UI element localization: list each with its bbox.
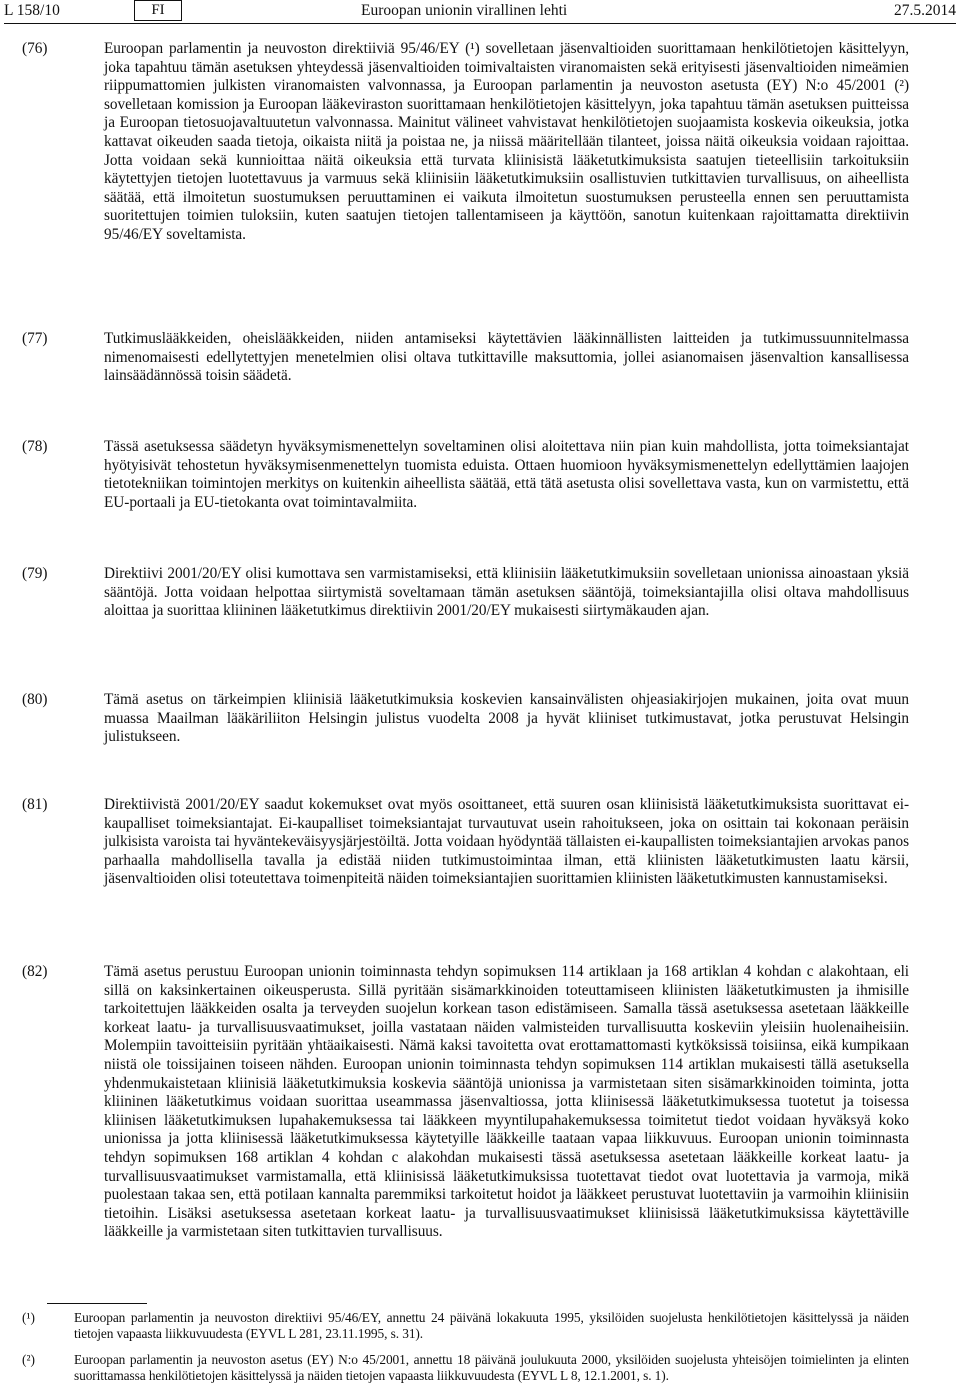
footnote-text: Euroopan parlamentin ja neuvoston asetus (EY) N:o 45/2001, annettu 18 päivänä joulukuuta 2000, yksilöiden suojelusta yhteisöjen toimielinten ja elinten suorittamassa henkilötietojen käsittelyssä ja näiden tietojen vapaasta liikkuvuudesta (EYVL L 8, 12.1.2001, s. 1). — [74, 1352, 909, 1384]
recital-text: Euroopan parlamentin ja neuvoston direktiiviä 95/46/EY (¹) sovelletaan jäsenvaltioiden suorittamaan henkilötietojen käsittelyyn, joka tapahtuu tämän asetuksen yhteydessä jäsenvaltioiden toimivaltaisten viranomaisten sekä erityisesti jäsenvaltioiden nimeämien riippumattomien julkisten viranomaisten valvonnassa, ja Euroopan parlamentin ja neuvoston asetusta (EY) N:o 45/2001 (²) sovelletaan komission ja Euroopan lääkeviraston suorittamaan henkilötietojen käsittelyyn, joka tapahtuu tämän asetuksen puitteissa ja Euroopan tietosuojavaltuutetun valvonnassa. Mainitut välineet vahvistavat henkilötietojen suojaamista koskevia oikeuksia, jotka kattavat oikeuden saada tietoja, oikaista niitä ja poistaa ne, ja niissä määritellään tilanteet, joissa näitä oikeuksia voidaan rajoittaa. Jotta voidaan sekä kunnioittaa näitä oikeuksia että turvata kliinisistä lääketutkimuksista saatujen tieteellisiin tarkoituksiin käytettyjen tietojen luotettavuus ja varmuus sekä kliinisiin lääketutkimuksiin osallistuvien tutkittavien turvallisuus, on aiheellista säätää, että ilmoitetun suostumuksen peruuttaminen ei vaikuta ilmoitetun suostumuksen perusteella ennen sen peruuttamista suoritettujen toimien tuloksiin, kuten saatujen tietojen tallentamiseen ja käyttöön, sanotun kuitenkaan rajoittamatta direktiivin 95/46/EY soveltamista. — [104, 40, 909, 243]
footnote-number: (¹) — [22, 1310, 35, 1325]
recital-number: (78) — [22, 438, 48, 455]
header-divider — [4, 23, 956, 24]
recital-text: Tutkimuslääkkeiden, oheislääkkeiden, niiden antamiseksi käytettävien lääkinnällisten laitteiden ja tutkimussuunnitelmassa nimenomaisesti edellytettyjen menetelmien olisi oltava tutkittaville maksuttomia, jollei asianomaisen jäsenvaltion kansallisessa lainsäädännössä toisin säädetä. — [104, 330, 909, 385]
publication-date: 27.5.2014 — [894, 2, 956, 19]
footnote-number: (²) — [22, 1352, 35, 1367]
recital-number: (79) — [22, 565, 48, 582]
footnote-divider — [47, 1303, 147, 1304]
recital-text: Tämä asetus on tärkeimpien kliinisiä lääketutkimuksia koskevien kansainvälisten ohjeasiakirjojen mukainen, joita ovat muun muassa Maailman lääkäriliiton Helsingin julistus vuodelta 2008 ja hyvät kliiniset tutkimustavat, jotka perustuvat Helsingin julistukseen. — [104, 691, 909, 746]
journal-title: Euroopan unionin virallinen lehti — [361, 2, 568, 19]
page-reference: L 158/10 — [4, 2, 60, 19]
recital-number: (82) — [22, 963, 48, 980]
recital-text: Tämä asetus perustuu Euroopan unionin toiminnasta tehdyn sopimuksen 114 artiklaan ja 168 artiklan 4 kohdan c alakohtaan, eli sillä on kaksinkertainen oikeusperusta. Sillä pyritään sisämarkkinoiden toteuttamiseen kliinisten lääketutkimusten ja ihmisille tarkoitettujen lääkkeiden osalta ja terveyden suojelun korkean tason edistämiseen. Samalla tässä asetuksessa asetetaan lääkkeille korkeat laatu- ja turvallisuusvaatimukset, joilla vastataan näiden valmisteiden turvallisuutta koskeviin yleisiin huolenaiheisiin. Molempiin tavoitteisiin pyritään yhtäaikaisesti. Nämä kaksi tavoitetta ovat erottamattomasti kytköksissä toisiinsa, eikä kumpikaan niistä ole toissijainen toiseen nähden. Euroopan unionin toiminnasta tehdyn sopimuksen 114 artiklan mukaisesti tällä asetuksella yhdenmukaistetaan kliinisiä lääketutkimuksia koskevia sääntöjä unionissa ja varmistetaan siten sisämarkkinoiden toiminta, jotta kliininen lääketutkimus voidaan suorittaa useammassa jäsenvaltiossa, jotta kliinisessä lääketutkimuksessa tuotetut ja toisessa kliinisen lääketutkimuksen lupahakemuksessa tai lääkkeen myyntilupahakemuksessa toimitetut tiedot voidaan hyväksyä koko unionissa ja jotta kliinisessä lääketutkimuksessa käytetyille lääkkeille taataan vapaa liikkuvuus. Euroopan unionin toiminnasta tehdyn sopimuksen 168 artiklan 4 kohdan c alakohdan mukaisesti tässä asetuksessa asetetaan lääkkeille korkeat laatu- ja turvallisuusvaatimukset varmistamalla, että kliinisissä lääketutkimuksissa tuotettavat tiedot ovat luotettavia ja varmoja, mikä puolestaan takaa sen, että potilaan kannalta paremmiksi tarkoitetut hoidot ja lääkkeet perustuvat luotettaviin ja varmoihin kliinisiin tietoihin. Lisäksi asetuksessa asetetaan korkeat laatu- ja turvallisuusvaatimukset kliinisissä lääketutkimuksissa käytettäville lääkkeille ja varmistetaan siten tutkittavien turvallisuus. — [104, 963, 909, 1241]
recital-number: (77) — [22, 330, 48, 347]
recital-number: (80) — [22, 691, 48, 708]
recital-text: Direktiivistä 2001/20/EY saadut kokemukset ovat myös osoittaneet, että suuren osan kliinisistä lääketutkimuksista suorittavat ei-kaupalliset toimeksiantajat. Ei-kaupalliset toimeksiantajat turvautuvat usein rahoitukseen, joka on osittain tai kokonaan peräisin julkisista varoista tai hyväntekeväisyysjärjestöiltä. Jotta voidaan hyödyntää tällaisten ei-kaupallisten toimeksiantajien arvokas panos parhaalla mahdollisella tavalla ja edistää niiden tutkimustoimintaa ilman, että kliinisten lääketutkimusten laatu kärsii, jäsenvaltioiden olisi toteutettava toimenpiteitä näiden toimeksiantajien suorittamien kliinisten lääketutkimusten kannustamiseksi. — [104, 796, 909, 888]
recital-text: Tässä asetuksessa säädetyn hyväksymismenettelyn soveltaminen olisi aloitettava niin pian kuin mahdollista, jotta toimeksiantajat hyötyisivät tehostetun hyväksymisenmenettelyn tuomista eduista. Ottaen huomioon hyväksymismenettelyn edellyttämien laajojen tietotekniikan toimintojen merkitys on kuitenkin aiheellista säätää, että tätä asetusta olisi sovellettava vasta, kun on varmistettu, että EU-portaali ja EU-tietokanta ovat toimintavalmiita. — [104, 438, 909, 511]
recital-text: Direktiivi 2001/20/EY olisi kumottava sen varmistamiseksi, että kliinisiin lääketutkimuksiin sovelletaan unionissa ainoastaan yksiä sääntöjä. Jotta voidaan helpottaa siirtymistä soveltamaan tämän asetuksen sääntöjä, toimeksiantajilla olisi oltava mahdollisuus aloittaa ja suorittaa kliininen lääketutkimus direktiivin 2001/20/EY mukaisesti siirtymäkauden ajan. — [104, 565, 909, 620]
language-badge: FI — [134, 0, 182, 21]
footnote-text: Euroopan parlamentin ja neuvoston direktiivi 95/46/EY, annettu 24 päivänä lokakuuta 1995, yksilöiden suojelusta henkilötietojen käsittelyssä ja näiden tietojen vapaasta liikkuvuudesta (EYVL L 281, 23.11.1995, s. 31). — [74, 1310, 909, 1342]
recital-number: (81) — [22, 796, 48, 813]
recital-number: (76) — [22, 40, 48, 57]
page-header — [0, 0, 960, 24]
